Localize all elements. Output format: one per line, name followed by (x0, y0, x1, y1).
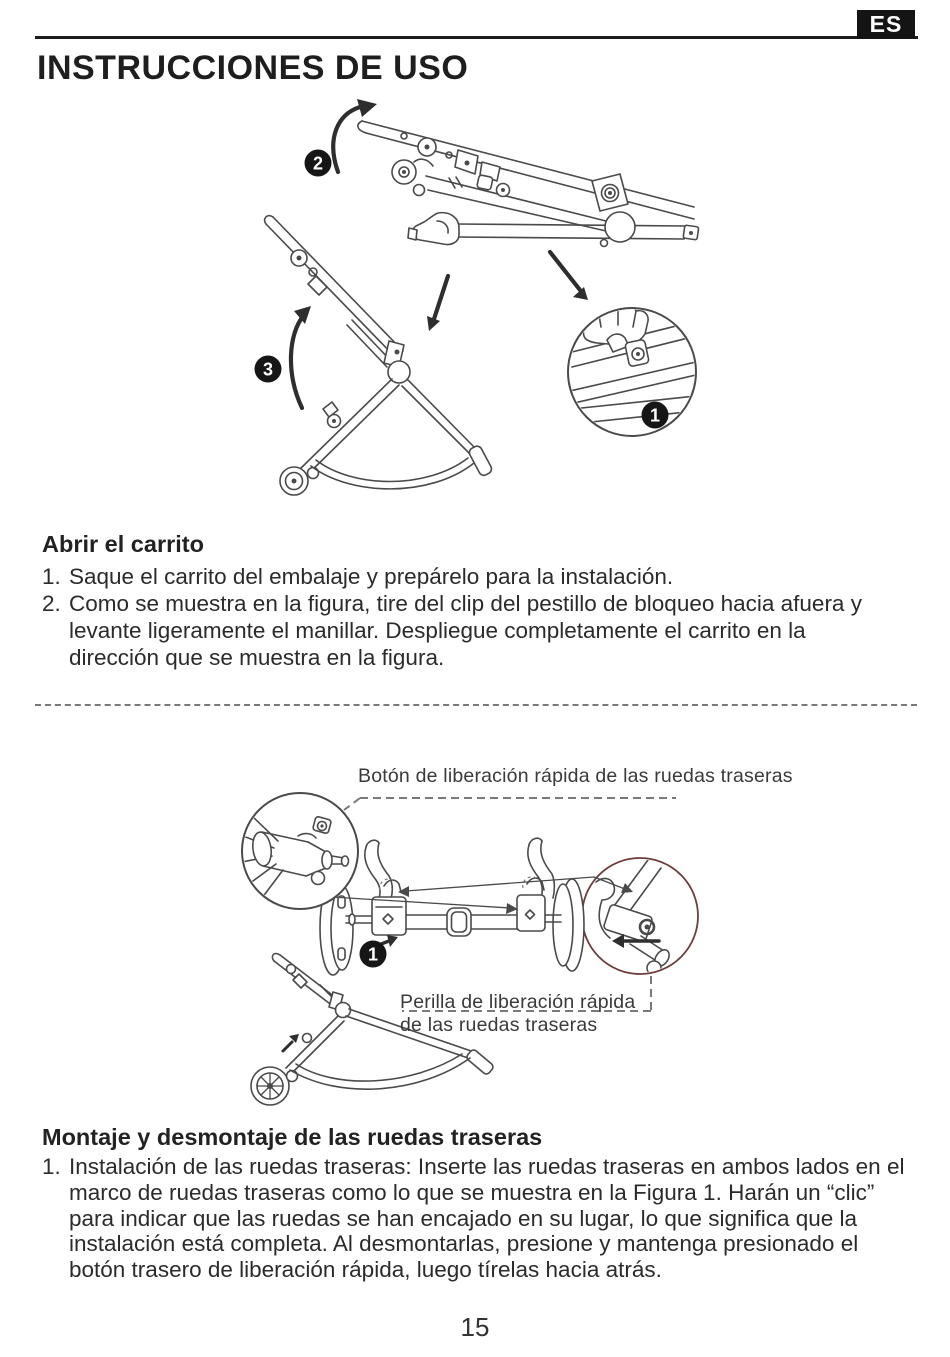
fold-arrow-icon (333, 99, 377, 172)
step-badge-1 (360, 941, 387, 968)
section-rear-wheels (42, 1124, 914, 1283)
list-text: Como se muestra en la figura, tire del clip del pestillo de bloqueo hacia afuera y levante ligeramente el manillar. Despliegue completamente el carrito en la dirección que se muestra en la figura. (69, 591, 862, 670)
step-badge-3 (255, 356, 282, 383)
svg-text:2: 2 (312, 153, 324, 174)
latch-detail-circle (568, 305, 696, 436)
svg-text:3: 3 (262, 359, 274, 380)
figure-open-stroller (230, 95, 710, 515)
section-heading: Montaje y desmontaje de las ruedas traseras (42, 1124, 543, 1150)
label-release-knob-line2: de las ruedas traseras (400, 1014, 598, 1036)
list-text: Instalación de las ruedas traseras: Inserte las ruedas traseras en ambos lados en el marco de ruedas traseras como lo que se muestra en la Figura 1. Harán un “clic” para indicar que las ruedas se han encajado en su lugar, lo que significa que la instalación está completa. Al desmontarlas, presione y mantenga presionado el botón trasero de liberación rápida, luego tírelas hacia atrás. (69, 1154, 905, 1283)
section-open-stroller (42, 531, 862, 671)
list-number: 1. (42, 564, 61, 589)
hub-detail-circle (237, 793, 358, 909)
unfold-arrow-icon (291, 306, 311, 408)
language-badge: ES (857, 10, 915, 39)
figure-rear-wheels (230, 760, 710, 1110)
page-title: INSTRUCCIONES DE USO (37, 49, 469, 87)
step-down-arrow-icon (427, 276, 448, 331)
dashed-separator (35, 704, 917, 706)
step-badge-2 (305, 150, 332, 177)
unfolded-stroller-drawing (262, 216, 494, 495)
step-badge-1 (642, 402, 669, 429)
svg-text:1: 1 (649, 405, 661, 426)
list-item (42, 590, 862, 671)
label-rear-wheel-button: Botón de liberación rápida de las ruedas traseras (358, 765, 793, 787)
label-release-knob-line1: Perilla de liberación rápida (400, 991, 636, 1013)
list-number: 1. (42, 1154, 61, 1179)
folded-stroller-drawing (358, 121, 699, 247)
knob-detail-circle (582, 858, 698, 975)
small-arrow-icon (283, 1034, 299, 1051)
list-text: Saque el carrito del embalaje y prepárelo para la instalación. (69, 564, 674, 589)
page-number: 15 (460, 1312, 490, 1342)
list-item (42, 563, 862, 590)
detail-pointer-arrow-icon (550, 252, 588, 300)
svg-text:1: 1 (367, 944, 379, 965)
list-number: 2. (42, 591, 61, 616)
header-rule (35, 36, 918, 39)
list-item (42, 1154, 914, 1283)
section-heading: Abrir el carrito (42, 531, 204, 557)
